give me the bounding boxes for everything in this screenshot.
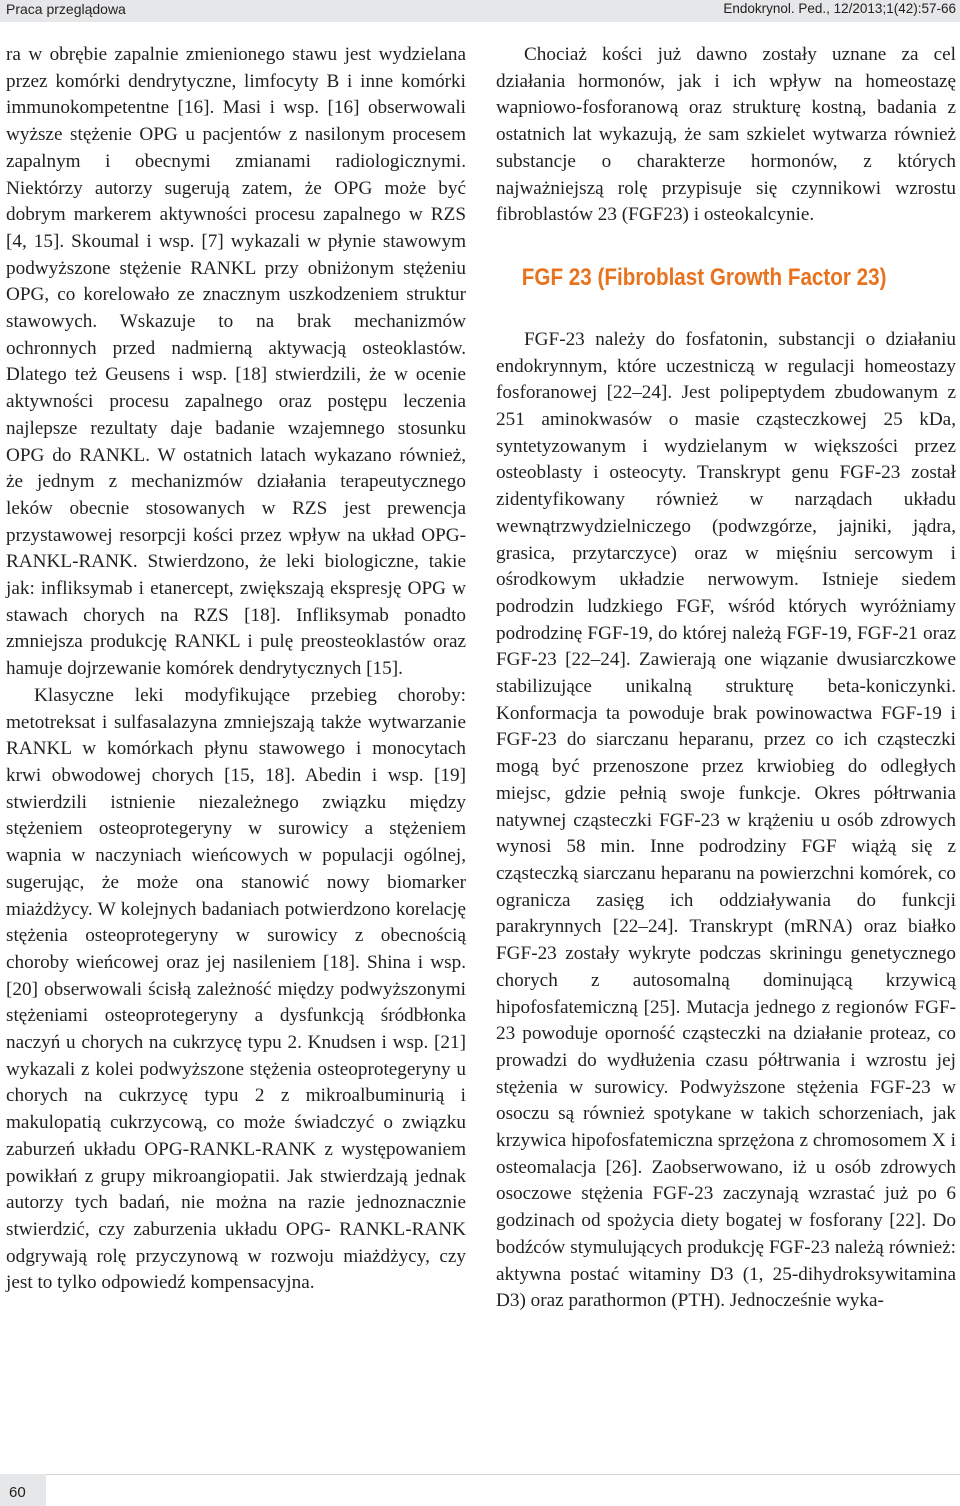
paragraph-bone-hormones: Chociaż kości już dawno zostały uznane za cel działania hormonów, jak i ich wpływ na homeostazę wapniowo-fosforanową oraz strukturę kostną, badania z ostatnich lat wykazują, że sam szkielet wytwarza również substancje o charakterze hormonów, z których najważniejszą rolę przypisuje się czynnikowi wzrostu fibroblastów 23 (FGF23) i osteokalcynie.: [496, 44, 956, 226]
page-number: 60: [9, 1484, 26, 1501]
right-column: [496, 42, 956, 1315]
running-header: [0, 0, 960, 22]
left-column: [6, 42, 466, 1297]
article-type-label: Praca przeglądowa: [6, 1, 126, 17]
paragraph-fgf23: FGF-23 należy do fosfatonin, substancji o działaniu endokrynnym, które uczestniczą w regulacji homeostazy fosforanowej [22–24]. Jest polipeptydem zbudowanym z 251 aminokwasów o masie cząsteczkowej 25 kDa, syntetyzowanym i wydzielanym w większości przez osteoblasty i osteocyty. Transkrypt genu FGF-23 został zidentyfikowany również w narządach układu wewnątrzwydzielniczego (podwzgórze, jajniki, jądra, grasica, przytarczyce) oraz w mięśniu sercowym i ośrodkowym układzie nerwowym. Istnieje siedem podrodzin ludzkiego FGF, wśród których wyróżniamy podrodzinę FGF-19, do której należą FGF-19, FGF-21 oraz FGF-23 [22–24]. Zawierają one wiązanie dwusiarczkowe stabilizujące unikalną strukturę beta-koniczynki. Konformacja ta powoduje brak powinowactwa FGF-19 i FGF-23 do siarczanu heparanu, przez co ich cząsteczki mogą być przenoszone przez krwiobieg do odległych miejsc, gdzie pełnią swoje funkcje. Okres półtrwania natywnej cząsteczki FGF-23 w krążeniu u osób zdrowych wynosi 58 min. Inne podrodziny FGF wiążą się z cząsteczką siarczanu heparanu na powierzchni komórek, co ogranicza zasięg ich oddziaływania do funkcji parakrynnych [22–24]. Transkrypt (mRNA) oraz białko FGF-23 zostały wykryte podczas skriningu genetycznego chorych z autosomalną dominującą krzywicą hipofosfatemiczną [25]. Mutacja jednego z regionów FGF-23 powoduje oporność cząsteczki na działanie proteaz, co prowadzi do wydłużenia czasu półtrwania i wzrostu jej stężenia w surowicy. Podwyższone stężenia FGF-23 w osoczu są również spotykane w takich schorzeniach, jak krzywica hipofosfatemiczna sprzężona z chromosomem X i osteomalacja [26]. Zaobserwowano, iż u osób zdrowych osoczowe stężenia FGF-23 zaczynają wzrastać już po 6 godzinach od spożycia diety bogatej w fosforany [22]. Do bodźców stymulujących produkcję FGF-23 należą również: aktywna postać witaminy D3 (1, 25-dihydroksywitamina D3) oraz parathormon (PTH). Jednocześnie wyka-: [496, 328, 956, 1312]
section-heading-fgf23: FGF 23 (Fibroblast Growth Factor 23): [521, 263, 887, 291]
paragraph-classic-drugs: Klasyczne leki modyfikujące przebieg choroby: metotreksat i sulfasalazyna zmniejszają także wytwarzanie RANKL w komórkach płynu stawowego i monocytach krwi obwodowej chorych [15, 18]. Abedin i wsp. [19] stwierdzili istnienie niezależnego związku między stężeniem osteoprotegeryny w surowicy a stężeniem wapnia w naczyniach wieńcowych w populacji ogólnej, sugerując, że może ona stanowić nowy biomarker miażdżycy. W kolejnych badaniach potwierdzono korelację stężenia osteoprotegeryny w surowicy z obecnością choroby wieńcowej oraz jej nasileniem [18]. Shina i wsp. [20] obserwowali ścisłą zależność między podwyższonymi stężeniami osteoprotegeryny a dysfunkcją śródbłonka naczyń u chorych na cukrzycę typu 2. Knudsen i wsp. [21] wykazali z kolei podwyższone stężenia osteoprotegeryny u chorych na cukrzycę typu 2 z mikroalbuminurią i makulopatią cukrzycową, co może świadczyć o związku zaburzeń układu OPG-RANKL-RANK z występowaniem powikłań z grupy mikroangiopatii. Jak stwierdzają jednak autorzy tych badań, nie można na razie jednoznacznie stwierdzić, czy zaburzenia układu OPG- RANKL-RANK odgrywają rolę przyczynową w rozwoju miażdżycy, czy jest to tylko odpowiedź kompensacyjna.: [6, 684, 466, 1294]
journal-citation: Endokrynol. Ped., 12/2013;1(42):57-66: [723, 1, 956, 16]
footer-rule: [46, 1474, 960, 1475]
paragraph-opg-rzs: ra w obrębie zapalnie zmienionego stawu jest wydzielana przez komórki dendrytyczne, limfocyty B i inne komórki immunokompetentne [16]. Masi i wsp. [16] obserwowali wyższe stężenie OPG u pacjentów z nasilonym procesem zapalnym i obecnymi zmianami radiologicznymi. Niektórzy autorzy sugerują zatem, że OPG może być dobrym markerem aktywności procesu zapalnego w RZS [4, 15]. Skoumal i wsp. [7] wykazali w płynie stawowym podwyższone stężenie RANKL przy obniżonym stężeniu OPG, co korelowało ze znacznym uszkodzeniem struktur stawowych. Wskazuje to na brak mechanizmów ochronnych przed nadmierną aktywacją osteoklastów. Dlatego też Geusens i wsp. [18] stwierdzili, że w ocenie aktywności procesu zapalnego oraz postępu leczenia najlepsze rezultaty daje badanie wzajemnego stosunku OPG do RANKL. W ostatnich latach wykazano również, że jednym z mechanizmów działania terapeutycznego leków obecnie stosowanych w RZS jest prewencja przystawowej resorpcji kości przez wpływ na układ OPG-RANKL-RANK. Stwierdzono, że leki biologiczne, takie jak: infliksymab i etanercept, zwiększają ekspresję OPG w stawach chorych na RZS [18]. Infliksymab ponadto zmniejsza produkcję RANKL i pulę preosteoklastów oraz hamuje dojrzewanie komórek dendrytycznych [15].: [6, 44, 466, 680]
